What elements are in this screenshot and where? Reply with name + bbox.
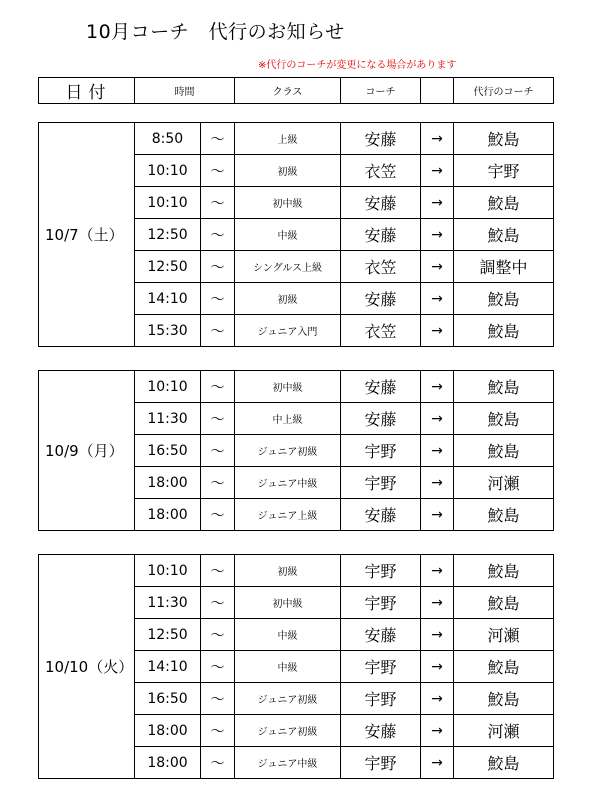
tilde-cell: ～: [201, 651, 235, 683]
tilde-cell: ～: [201, 587, 235, 619]
tilde-cell: ～: [201, 219, 235, 251]
coach-cell: 宇野: [341, 747, 421, 779]
coach-cell: 宇野: [341, 587, 421, 619]
table-row: [39, 123, 554, 155]
class-cell: ジュニア中級: [235, 467, 341, 499]
substitute-cell: 鮫島: [454, 283, 554, 315]
coach-cell: 衣笠: [341, 251, 421, 283]
arrow-cell: →: [421, 651, 454, 683]
arrow-cell: →: [421, 123, 454, 155]
class-cell: ジュニア入門: [235, 315, 341, 347]
header-class: クラス: [235, 78, 341, 104]
time-cell: 11:30: [135, 587, 201, 619]
substitute-cell: 宇野: [454, 155, 554, 187]
class-cell: 中級: [235, 219, 341, 251]
substitute-cell: 鮫島: [454, 651, 554, 683]
page-title: 10月コーチ 代行のお知らせ: [86, 21, 345, 43]
arrow-cell: →: [421, 715, 454, 747]
tilde-cell: ～: [201, 251, 235, 283]
date-cell: 10/7（土）: [39, 123, 135, 347]
time-cell: 18:00: [135, 499, 201, 531]
class-cell: 初級: [235, 555, 341, 587]
arrow-cell: →: [421, 251, 454, 283]
tilde-cell: ～: [201, 747, 235, 779]
date-cell: 10/10（火）: [39, 555, 135, 779]
substitute-cell: 鮫島: [454, 747, 554, 779]
coach-cell: 安藤: [341, 123, 421, 155]
substitute-cell: 鮫島: [454, 123, 554, 155]
time-cell: 12:50: [135, 219, 201, 251]
time-cell: 10:10: [135, 155, 201, 187]
header-arrow-spacer: [421, 78, 454, 104]
coach-cell: 安藤: [341, 371, 421, 403]
substitute-cell: 鮫島: [454, 555, 554, 587]
class-cell: ジュニア初級: [235, 715, 341, 747]
coach-cell: 衣笠: [341, 315, 421, 347]
coach-cell: 宇野: [341, 683, 421, 715]
arrow-cell: →: [421, 587, 454, 619]
tilde-cell: ～: [201, 715, 235, 747]
substitute-cell: 鮫島: [454, 587, 554, 619]
tilde-cell: ～: [201, 435, 235, 467]
class-cell: 初級: [235, 283, 341, 315]
class-cell: 中級: [235, 651, 341, 683]
coach-cell: 安藤: [341, 715, 421, 747]
tilde-cell: ～: [201, 683, 235, 715]
coach-cell: 宇野: [341, 467, 421, 499]
arrow-cell: →: [421, 555, 454, 587]
coach-cell: 安藤: [341, 219, 421, 251]
tilde-cell: ～: [201, 619, 235, 651]
time-cell: 12:50: [135, 619, 201, 651]
schedule-block-oct7: [38, 122, 554, 347]
header-substitute: 代行のコーチ: [454, 78, 554, 104]
time-cell: 18:00: [135, 467, 201, 499]
class-cell: ジュニア初級: [235, 683, 341, 715]
time-cell: 18:00: [135, 747, 201, 779]
substitute-cell: 調整中: [454, 251, 554, 283]
coach-cell: 安藤: [341, 619, 421, 651]
time-cell: 14:10: [135, 651, 201, 683]
class-cell: シングルス上級: [235, 251, 341, 283]
class-cell: 中級: [235, 619, 341, 651]
tilde-cell: ～: [201, 499, 235, 531]
coach-cell: 安藤: [341, 187, 421, 219]
arrow-cell: →: [421, 467, 454, 499]
date-cell: 10/9（月）: [39, 371, 135, 531]
class-cell: 初中級: [235, 371, 341, 403]
schedule-block-oct10: [38, 554, 554, 779]
substitute-cell: 河瀬: [454, 715, 554, 747]
header-table: [38, 77, 554, 104]
change-note: ※代行のコーチが変更になる場合があります: [258, 60, 457, 71]
time-cell: 11:30: [135, 403, 201, 435]
arrow-cell: →: [421, 219, 454, 251]
arrow-cell: →: [421, 403, 454, 435]
coach-cell: 衣笠: [341, 155, 421, 187]
schedule-block-oct9: [38, 370, 554, 531]
time-cell: 15:30: [135, 315, 201, 347]
header-time: 時間: [135, 78, 235, 104]
time-cell: 18:00: [135, 715, 201, 747]
tilde-cell: ～: [201, 315, 235, 347]
time-cell: 8:50: [135, 123, 201, 155]
coach-cell: 宇野: [341, 555, 421, 587]
header-row: [39, 78, 554, 104]
class-cell: ジュニア初級: [235, 435, 341, 467]
substitute-cell: 鮫島: [454, 371, 554, 403]
tilde-cell: ～: [201, 467, 235, 499]
arrow-cell: →: [421, 683, 454, 715]
coach-cell: 宇野: [341, 435, 421, 467]
class-cell: 上級: [235, 123, 341, 155]
time-cell: 10:10: [135, 555, 201, 587]
tilde-cell: ～: [201, 123, 235, 155]
coach-cell: 宇野: [341, 651, 421, 683]
arrow-cell: →: [421, 435, 454, 467]
substitute-cell: 河瀬: [454, 467, 554, 499]
substitute-cell: 鮫島: [454, 435, 554, 467]
arrow-cell: →: [421, 283, 454, 315]
substitute-cell: 鮫島: [454, 683, 554, 715]
class-cell: 初中級: [235, 187, 341, 219]
coach-cell: 安藤: [341, 403, 421, 435]
substitute-cell: 鮫島: [454, 187, 554, 219]
substitute-cell: 鮫島: [454, 403, 554, 435]
class-cell: 初中級: [235, 587, 341, 619]
tilde-cell: ～: [201, 371, 235, 403]
table-row: [39, 371, 554, 403]
arrow-cell: →: [421, 155, 454, 187]
tilde-cell: ～: [201, 155, 235, 187]
tilde-cell: ～: [201, 283, 235, 315]
coach-cell: 安藤: [341, 499, 421, 531]
substitute-cell: 鮫島: [454, 499, 554, 531]
arrow-cell: →: [421, 499, 454, 531]
substitute-cell: 鮫島: [454, 315, 554, 347]
time-cell: 16:50: [135, 435, 201, 467]
tilde-cell: ～: [201, 403, 235, 435]
time-cell: 12:50: [135, 251, 201, 283]
header-date: 日付: [39, 78, 135, 104]
table-row: [39, 555, 554, 587]
coach-cell: 安藤: [341, 283, 421, 315]
time-cell: 10:10: [135, 187, 201, 219]
tilde-cell: ～: [201, 555, 235, 587]
arrow-cell: →: [421, 187, 454, 219]
substitute-cell: 鮫島: [454, 219, 554, 251]
substitute-cell: 河瀬: [454, 619, 554, 651]
header-coach: コーチ: [341, 78, 421, 104]
arrow-cell: →: [421, 371, 454, 403]
class-cell: ジュニア上級: [235, 499, 341, 531]
arrow-cell: →: [421, 315, 454, 347]
time-cell: 10:10: [135, 371, 201, 403]
tilde-cell: ～: [201, 187, 235, 219]
arrow-cell: →: [421, 619, 454, 651]
class-cell: 初級: [235, 155, 341, 187]
class-cell: ジュニア中級: [235, 747, 341, 779]
time-cell: 14:10: [135, 283, 201, 315]
time-cell: 16:50: [135, 683, 201, 715]
arrow-cell: →: [421, 747, 454, 779]
class-cell: 中上級: [235, 403, 341, 435]
